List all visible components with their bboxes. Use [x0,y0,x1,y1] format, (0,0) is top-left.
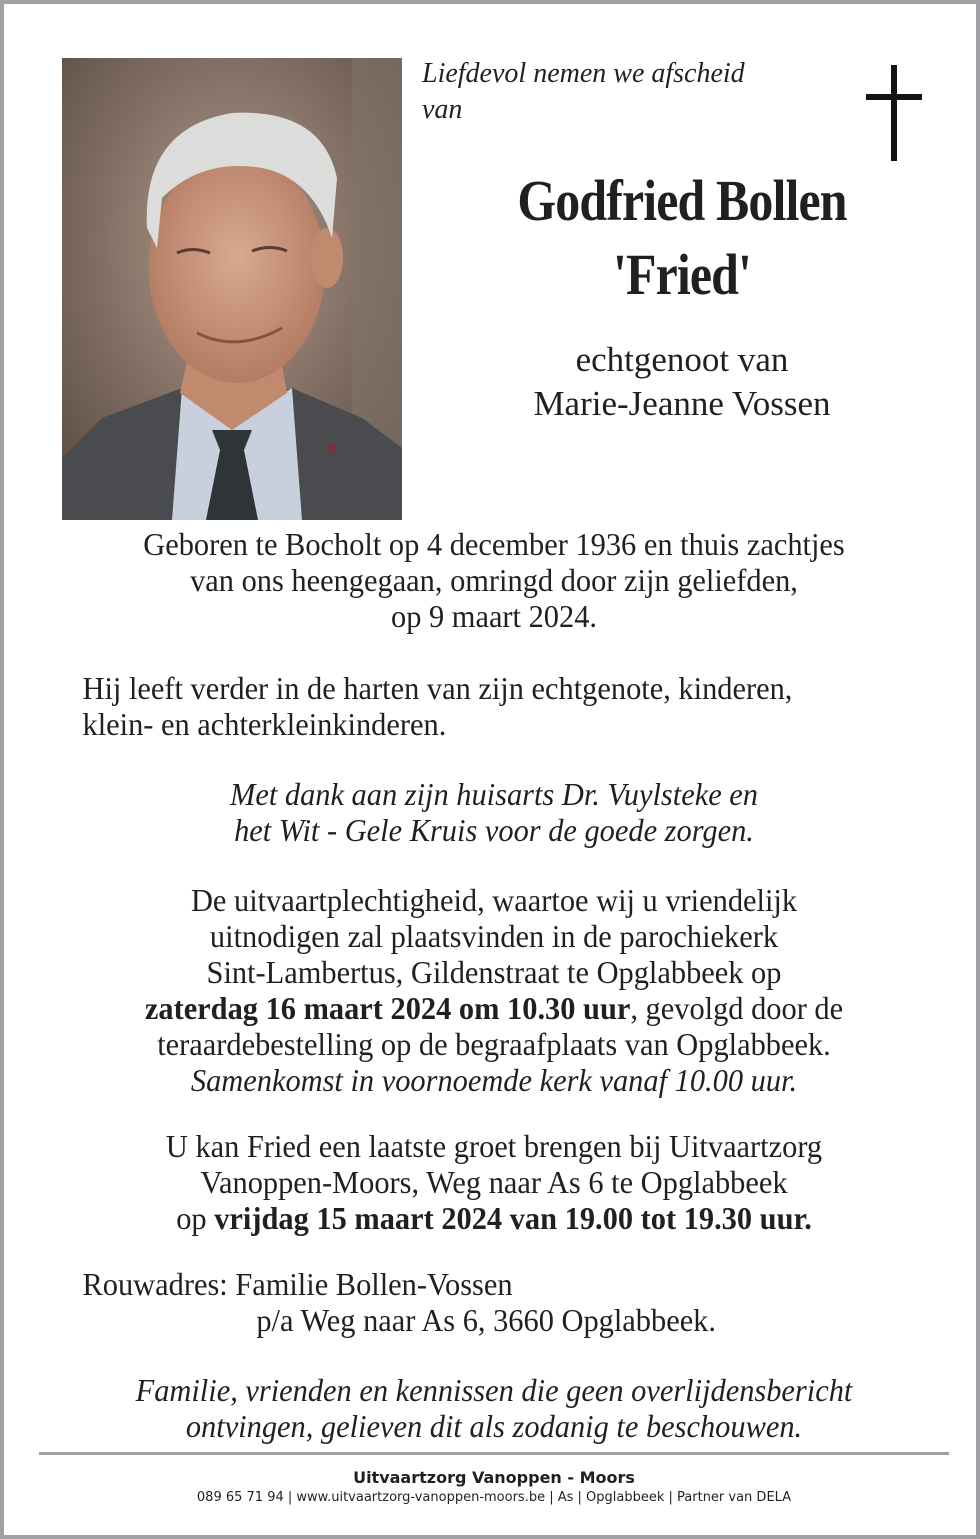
text-line: Familie, vrienden en kennissen die geen overlijdensbericht [135,1372,853,1408]
text-line: uitnodigen zal plaatsvinden in de parochiekerk [209,918,779,954]
mourning-address [83,1266,938,1338]
intro-text [422,56,842,128]
intro-line: Liefdevol nemen we afscheid [422,58,745,89]
ceremony-date: zaterdag 16 maart 2024 om 10.30 uur [144,990,631,1026]
text-line: Met dank aan zijn huisarts Dr. Vuylsteke en [230,776,758,812]
text-line: U kan Fried een laatste groet brengen bij Uitvaartzorg [165,1128,823,1164]
text-line: klein- en achterkleinkinderen. [82,706,447,742]
thanks-paragraph [67,776,922,848]
nickname: 'Fried' [612,242,752,307]
text-line: De uitvaartplechtigheid, waartoe wij u vriendelijk [190,882,798,918]
ceremony-paragraph [67,882,922,1098]
address-line: Rouwadres: Familie Bollen-Vossen [82,1266,513,1302]
text-line: op 9 maart 2024. [390,598,598,634]
text-line: ontvingen, gelieven dit als zodanig te beschouwen. [185,1408,803,1444]
spouse-name: Marie-Jeanne Vossen [533,384,831,423]
text-line: teraardebestelling op de begraafplaats van Opglabbeek. [157,1026,831,1062]
funeral-home-name: Uitvaartzorg Vanoppen - Moors [353,1468,635,1487]
survivors-paragraph [83,670,938,742]
text-line: Hij leeft verder in de harten van zijn echtgenote, kinderen, [82,670,793,706]
portrait-illustration [62,58,402,520]
intro-line: van [422,94,463,125]
text-fragment: op [176,1200,215,1236]
full-name: Godfried Bollen [517,168,847,233]
farewell-paragraph [67,1128,922,1236]
text-line: Sint-Lambertus, Gildenstraat te Opglabbeek op [206,954,782,990]
funeral-home-contact: 089 65 71 94 | www.uitvaartzorg-vanoppen-moors.be | As | Opglabbeek | Partner van DELA [196,1490,792,1505]
deceased-name [458,164,905,312]
ceremony-date-line [67,990,922,1026]
gathering-line: Samenkomst in voornoemde kerk vanaf 10.00 uur. [190,1062,798,1098]
notice-paragraph [67,1372,922,1444]
footer-divider [39,1452,949,1455]
text-line: het Wit - Gele Kruis voor de goede zorgen. [234,812,754,848]
farewell-date-line [67,1200,922,1236]
address-line: p/a Weg naar As 6, 3660 Opglabbeek. [256,1302,716,1338]
latin-cross-icon [866,65,922,161]
portrait-photo [62,58,402,520]
spouse-relation: echtgenoot van [575,340,789,379]
text-line: Vanoppen-Moors, Weg naar As 6 te Opglabbeek [200,1164,788,1200]
birth-death-paragraph [67,526,922,634]
text-line: Geboren te Bocholt op 4 december 1936 en thuis zachtjes [143,526,845,562]
spouse-info [422,338,942,426]
text-fragment: , gevolgd door de [630,990,844,1026]
farewell-date: vrijdag 15 maart 2024 van 19.00 tot 19.30 uur. [214,1200,812,1236]
text-line: van ons heengegaan, omringd door zijn geliefden, [190,562,798,598]
